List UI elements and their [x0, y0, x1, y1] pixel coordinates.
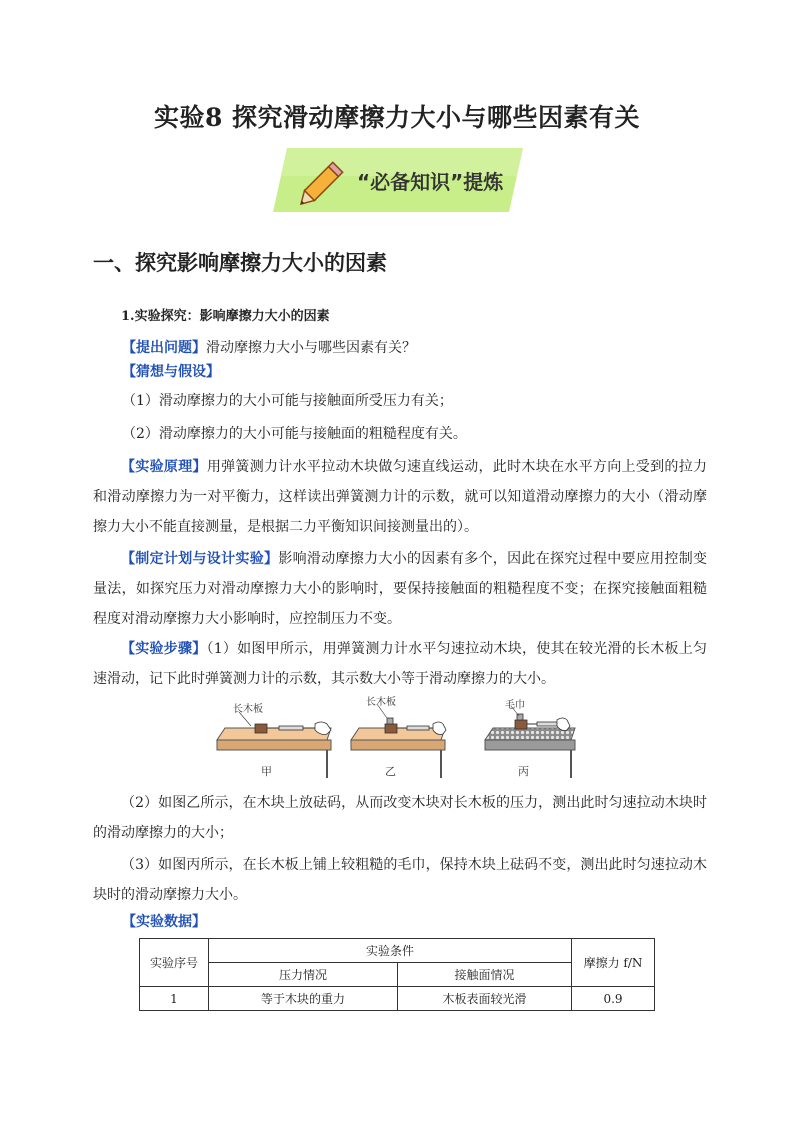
header-index: 实验序号 [140, 939, 209, 987]
principle-tag: 【实验原理】 [121, 459, 207, 475]
document-title: 实验8 探究滑动摩擦力大小与哪些因素有关 [153, 103, 641, 132]
step1-text: （1）如图甲所示，用弹簧测力计水平匀速拉动木块，使其在较光滑的长木板上匀速滑动，记下此时弹簧测力计的示数，其示数大小等于滑动摩擦力的大小。 [93, 641, 708, 687]
subheading: 1.实验探究：影响摩擦力大小的因素 [121, 309, 330, 324]
plan-tag: 【制定计划与设计实验】 [121, 551, 279, 567]
cell-pressure: 等于木块的重力 [209, 987, 398, 1011]
figure-tag-yi: 长木板 [366, 697, 396, 708]
steps-tag: 【实验步骤】 [121, 641, 207, 657]
step2-paragraph: （2）如图乙所示，在木块上放砝码，从而改变木块对长木板的压力，测出此时匀速拉动木块时的滑动摩擦力的大小； [93, 795, 707, 841]
setup-jia [217, 712, 331, 778]
figure-tag-bing: 毛巾 [505, 700, 525, 711]
figure-label-jia: 甲 [261, 765, 272, 778]
table-row [140, 987, 655, 1011]
header-friction: 摩擦力 f/N [572, 939, 655, 987]
data-tag-line [122, 912, 206, 932]
setup-bing [485, 706, 575, 778]
hypothesis-item-2: （2）滑动摩擦力的大小可能与接触面的粗糙程度有关。 [122, 426, 467, 442]
table-header-row [140, 939, 655, 963]
plan-text: 影响滑动摩擦力大小的因素有多个，因此在探究过程中要应用控制变量法，如探究压力对滑动摩擦力大小的影响时，要保持接触面的粗糙程度不变；在探究接触面粗糙程度对滑动摩擦力大小影响时，应控制压力不变。 [93, 551, 708, 627]
hypothesis-tag-line [122, 362, 220, 382]
cell-index: 1 [140, 987, 209, 1011]
data-tag: 【实验数据】 [122, 914, 206, 930]
header-condition: 实验条件 [209, 939, 572, 963]
figure-tag-jia: 长木板 [233, 704, 263, 715]
step1-paragraph [93, 634, 707, 694]
figure-label-bing: 丙 [518, 765, 529, 778]
section-heading: 一、探究影响摩擦力大小的因素 [93, 250, 387, 275]
cell-friction: 0.9 [572, 987, 655, 1011]
header-pressure: 压力情况 [209, 963, 398, 987]
question-text: 滑动摩擦力大小与哪些因素有关？ [206, 340, 416, 356]
question-line [122, 338, 416, 358]
principle-paragraph [93, 452, 707, 542]
hypothesis-tag: 【猜想与假设】 [122, 364, 220, 380]
pencil-icon [295, 150, 355, 210]
data-table [139, 938, 655, 1011]
cell-surface: 木板表面较光滑 [398, 987, 572, 1011]
step3-paragraph: （3）如图丙所示，在长木板上铺上较粗糙的毛巾，保持木块上砝码不变，测出此时匀速拉动木块时的滑动摩擦力大小。 [93, 857, 707, 903]
knowledge-banner [273, 146, 523, 212]
banner-text: “必备知识”提炼 [357, 170, 504, 194]
plan-paragraph [93, 544, 707, 634]
question-tag: 【提出问题】 [122, 340, 206, 356]
principle-text: 用弹簧测力计水平拉动木块做匀速直线运动，此时木块在水平方向上受到的拉力和滑动摩擦力为一对平衡力，这样读出弹簧测力计的示数，就可以知道滑动摩擦力的大小（滑动摩擦力大小不能直接测量，是根据二力平衡知识间接测量出的）。 [93, 459, 708, 535]
header-surface: 接触面情况 [398, 963, 572, 987]
setup-yi [351, 704, 446, 778]
hypothesis-item-1: （1）滑动摩擦力的大小可能与接触面所受压力有关； [122, 393, 453, 409]
figure-label-yi: 乙 [385, 765, 396, 778]
